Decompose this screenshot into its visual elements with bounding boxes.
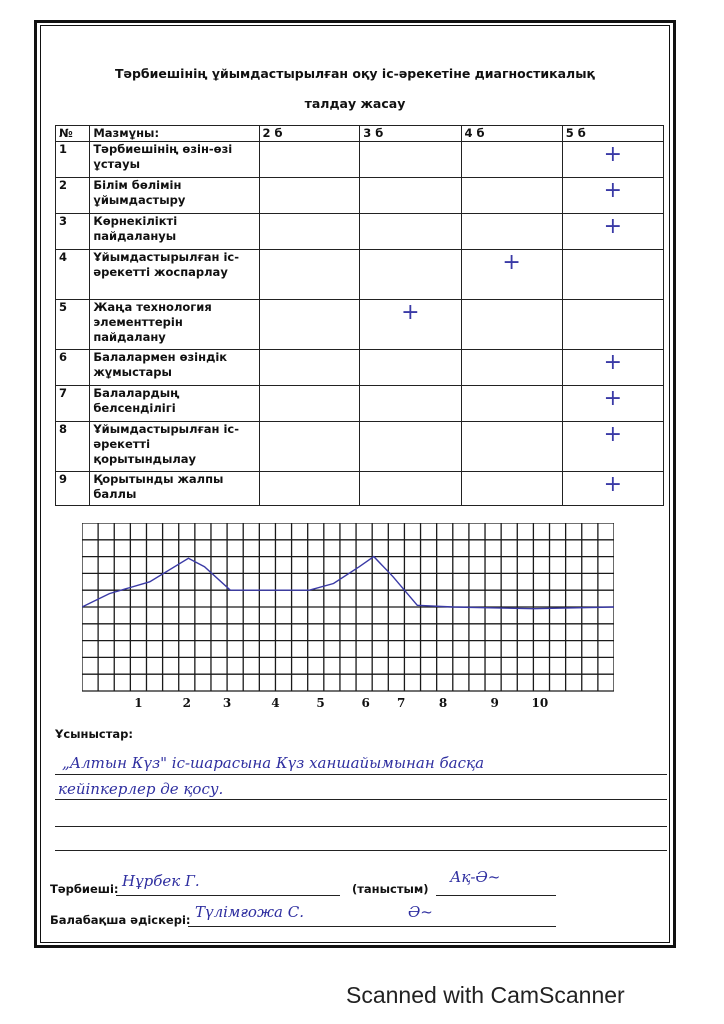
score-cell-5: [562, 142, 663, 178]
methodist-signature: Ә~: [408, 903, 433, 921]
x-tick-label: 2: [182, 696, 191, 710]
table-row: [56, 386, 664, 422]
recommendation-line: [55, 799, 667, 800]
score-cell-3: [360, 250, 461, 300]
score-cell-2: [259, 472, 360, 506]
score-cell-2: [259, 350, 360, 386]
row-number: 2: [56, 178, 90, 214]
score-cell-4: [461, 214, 562, 250]
recommendation-line: [55, 850, 667, 851]
row-number: 5: [56, 300, 90, 350]
score-cell-4: [461, 350, 562, 386]
score-cell-3: [360, 214, 461, 250]
row-content: Ұйымдастырылған іс-әрекетті қорытындылау: [90, 422, 259, 472]
x-tick-label: 5: [316, 696, 325, 710]
row-content: Жаңа технология элементтерін пайдалану: [90, 300, 259, 350]
acknowledged-line: [436, 895, 556, 896]
score-cell-2: [259, 250, 360, 300]
score-cell-5: [562, 300, 663, 350]
row-number: 9: [56, 472, 90, 506]
header-score-2: 2 б: [259, 126, 360, 142]
teacher-label: Тәрбиеші:: [50, 882, 119, 896]
row-content: Балалармен өзіндік жұмыстары: [90, 350, 259, 386]
score-cell-5: [562, 386, 663, 422]
score-cell-3: [360, 472, 461, 506]
score-cell-4: [461, 300, 562, 350]
acknowledged-label: (таныстым): [352, 882, 429, 896]
acknowledged-signature: Ақ-Ә~: [450, 868, 501, 886]
row-number: 3: [56, 214, 90, 250]
diagnostic-table: [55, 125, 664, 506]
table-row: [56, 350, 664, 386]
row-content: Балалардың белсенділігі: [90, 386, 259, 422]
x-tick-label: 6: [361, 696, 370, 710]
methodist-label: Балабақша әдіскері:: [50, 913, 191, 927]
row-content: Қорытынды жалпы баллы: [90, 472, 259, 506]
score-cell-4: [461, 178, 562, 214]
header-score-5: 5 б: [562, 126, 663, 142]
x-tick-label: 1: [134, 696, 143, 710]
row-number: 4: [56, 250, 90, 300]
x-tick-label: 4: [271, 696, 280, 710]
score-cell-2: [259, 422, 360, 472]
table-row: [56, 472, 664, 506]
table-row: [56, 250, 664, 300]
methodist-name: Түлімғожа С.: [195, 903, 304, 921]
table-row: [56, 178, 664, 214]
score-cell-4: [461, 472, 562, 506]
row-content: Тәрбиешінің өзін-өзі ұстауы: [90, 142, 259, 178]
score-cell-2: [259, 300, 360, 350]
score-cell-3: [360, 386, 461, 422]
score-cell-2: [259, 178, 360, 214]
score-cell-2: [259, 214, 360, 250]
x-tick-label: 7: [397, 696, 406, 710]
score-cell-2: [259, 142, 360, 178]
check-mark: +: [502, 250, 521, 275]
header-score-4: 4 б: [461, 126, 562, 142]
x-tick-label: 3: [222, 696, 232, 710]
teacher-name: Нұрбек Г.: [122, 872, 200, 890]
score-cell-3: [360, 178, 461, 214]
row-number: 6: [56, 350, 90, 386]
x-tick-label: 10: [531, 696, 549, 710]
row-content: Ұйымдастырылған іс-әрекетті жоспарлау: [90, 250, 259, 300]
document-subtitle: талдау жасау: [304, 96, 406, 111]
score-cell-4: [461, 142, 562, 178]
score-cell-3: [360, 350, 461, 386]
row-number: 8: [56, 422, 90, 472]
table-row: [56, 300, 664, 350]
recommendation-line: [55, 774, 667, 775]
header-score-3: 3 б: [360, 126, 461, 142]
table-header-row: [56, 126, 664, 142]
check-mark: +: [603, 142, 623, 167]
table-row: [56, 422, 664, 472]
check-mark: +: [603, 178, 623, 203]
score-cell-2: [259, 386, 360, 422]
header-content: Мазмұны:: [90, 126, 259, 142]
row-number: 7: [56, 386, 90, 422]
row-number: 1: [56, 142, 90, 178]
score-cell-5: [562, 472, 663, 506]
score-cell-4: [461, 386, 562, 422]
score-cell-5: [562, 214, 663, 250]
score-cell-4: [461, 422, 562, 472]
score-cell-5: [562, 178, 663, 214]
check-mark: +: [603, 386, 623, 411]
row-content: Білім бөлімін ұйымдастыру: [90, 178, 259, 214]
table-row: [56, 142, 664, 178]
line-chart: [82, 523, 614, 723]
x-tick-label: 9: [490, 696, 499, 710]
check-mark: +: [603, 422, 623, 447]
score-cell-5: [562, 422, 663, 472]
recommendations-label: Ұсыныстар:: [55, 727, 133, 741]
check-mark: +: [603, 472, 623, 497]
score-cell-3: [360, 142, 461, 178]
check-mark: +: [603, 214, 623, 239]
header-number: №: [56, 126, 90, 142]
score-cell-5: [562, 250, 663, 300]
document-title: Тәрбиешінің ұйымдастырылған оқу іс-әрекетіне диагностикалық: [114, 66, 595, 81]
row-content: Көрнекілікті пайдалануы: [90, 214, 259, 250]
teacher-line: [116, 895, 340, 896]
table-row: [56, 214, 664, 250]
x-tick-label: 8: [438, 696, 448, 710]
scanner-watermark: Scanned with CamScanner: [346, 982, 625, 1008]
check-mark: +: [603, 350, 623, 375]
recommendation-text-2: кейіпкерлер де қосу.: [58, 780, 224, 798]
score-cell-3: [360, 422, 461, 472]
check-mark: +: [401, 300, 420, 325]
recommendation-text-1: „Алтын Күз" іс-шарасына Күз ханшайымынан басқа: [62, 754, 485, 772]
methodist-line: [188, 926, 556, 927]
series-line: [82, 557, 614, 609]
score-cell-3: [360, 300, 461, 350]
recommendation-line: [55, 826, 667, 827]
score-cell-4: [461, 250, 562, 300]
score-cell-5: [562, 350, 663, 386]
